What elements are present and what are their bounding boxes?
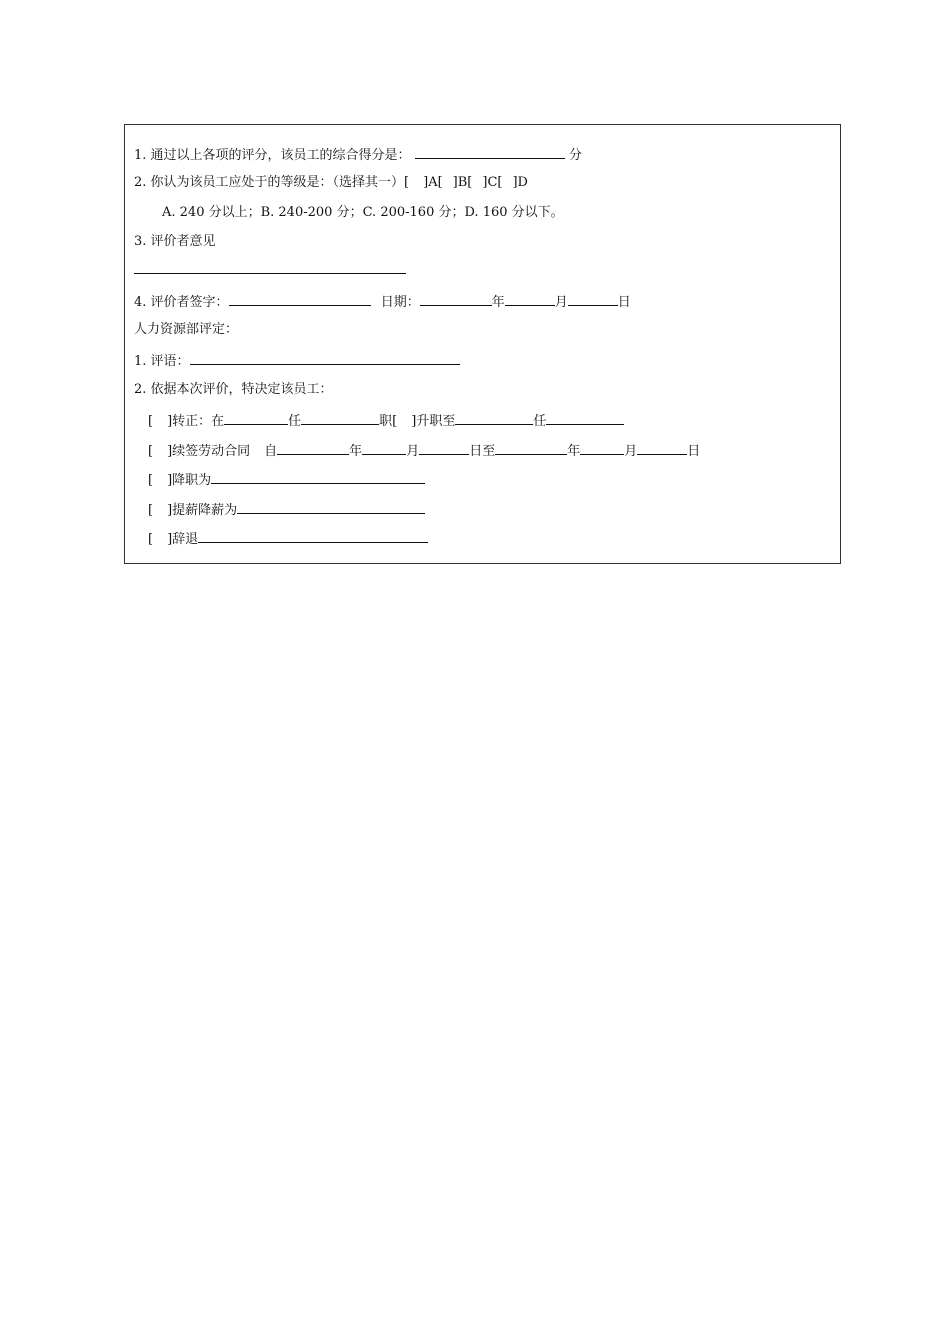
demote-field[interactable] — [211, 470, 425, 484]
renew-start-month-label: 月 — [406, 444, 420, 459]
promote-position-field[interactable] — [546, 411, 624, 425]
hr-c1-line — [134, 351, 460, 369]
hr-c1-number: 1. — [134, 354, 147, 369]
sign-day-label: 日 — [617, 295, 631, 310]
confirm-ren-label: 任 — [288, 414, 302, 429]
option-renew-line — [148, 441, 700, 459]
q3-text: 评价者意见 — [150, 234, 216, 249]
option-salary-line — [148, 500, 425, 518]
renew-bracket-open: [ — [148, 444, 154, 459]
renew-end-day-field[interactable] — [637, 441, 687, 455]
q4-number: 4. — [134, 295, 147, 310]
renew-end-month-label: 月 — [624, 444, 638, 459]
score-field[interactable] — [415, 145, 565, 159]
hr-c2-number: 2. — [134, 382, 147, 397]
renew-end-month-field[interactable] — [580, 441, 624, 455]
grade-d-label: ]D — [512, 175, 528, 190]
sign-day-field[interactable] — [568, 292, 618, 306]
salary-label: ]提薪降薪为 — [167, 503, 238, 518]
comment-field[interactable] — [190, 351, 460, 365]
q2-number: 2. — [134, 175, 147, 190]
hr-c2-line — [134, 381, 333, 399]
dismiss-field[interactable] — [198, 529, 428, 543]
renew-start-year-field[interactable] — [277, 441, 349, 455]
q3-line — [134, 233, 216, 251]
promote-ren-label: 任 — [533, 414, 547, 429]
renew-start-year-label: 年 — [349, 444, 363, 459]
confirm-bracket-open: [ — [148, 414, 154, 429]
date-label: 日期： — [380, 295, 420, 310]
q1-unit: 分 — [568, 148, 582, 163]
sign-month-field[interactable] — [505, 292, 555, 306]
renew-day-to-label: 日至 — [469, 444, 496, 459]
hr-section-title: 人力资源部评定： — [134, 322, 239, 337]
grade-b-label: ]B[ — [452, 175, 473, 190]
demote-bracket-open: [ — [148, 473, 154, 488]
grade-levels: A. 240 分以上；B. 240-200 分；C. 200-160 分；D. 160 分以下。 — [162, 205, 564, 220]
demote-label: ]降职为 — [167, 473, 212, 488]
salary-bracket-open: [ — [148, 503, 154, 518]
renew-end-year-label: 年 — [567, 444, 581, 459]
q4-text: 评价者签字： — [150, 295, 229, 310]
promote-label: ]升职至 — [411, 414, 456, 429]
q1-line — [134, 145, 582, 163]
renew-end-year-field[interactable] — [495, 441, 567, 455]
q4-line — [134, 292, 631, 310]
renew-start-day-field[interactable] — [419, 441, 469, 455]
option-dismiss-line — [148, 529, 428, 547]
renew-end-day-label: 日 — [687, 444, 701, 459]
renew-start-month-field[interactable] — [362, 441, 406, 455]
opinion-field[interactable] — [134, 260, 406, 274]
dismiss-bracket-open: [ — [148, 532, 154, 547]
hr-c1-text: 评语： — [150, 354, 190, 369]
evaluation-form — [124, 124, 841, 564]
renew-from-label: 自 — [264, 444, 278, 459]
dismiss-label: ]辞退 — [167, 532, 199, 547]
q2-text: 你认为该员工应处于的等级是：（选择其一）[ — [150, 175, 410, 190]
grade-c-label: ]C[ — [482, 175, 503, 190]
q1-text: 通过以上各项的评分，该员工的综合得分是： — [150, 148, 411, 163]
q1-number: 1. — [134, 148, 147, 163]
sign-year-field[interactable] — [420, 292, 492, 306]
confirm-label: ]转正：在 — [167, 414, 225, 429]
q2-line — [134, 174, 528, 192]
confirm-dept-field[interactable] — [224, 411, 288, 425]
sign-month-label: 月 — [554, 295, 568, 310]
renew-label: ]续签劳动合同 — [167, 444, 251, 459]
option-confirm-line — [148, 411, 624, 429]
confirm-position-field[interactable] — [301, 411, 379, 425]
q3-number: 3. — [134, 234, 147, 249]
grade-a-label: ]A[ — [423, 175, 443, 190]
promote-dept-field[interactable] — [455, 411, 533, 425]
sign-year-label: 年 — [491, 295, 505, 310]
option-demote-line — [148, 470, 425, 488]
hr-c2-text: 依据本次评价，特决定该员工： — [150, 382, 333, 397]
salary-field[interactable] — [237, 500, 425, 514]
opinion-line — [134, 260, 406, 278]
signature-field[interactable] — [229, 292, 371, 306]
confirm-zhi-label: 职[ — [379, 414, 398, 429]
